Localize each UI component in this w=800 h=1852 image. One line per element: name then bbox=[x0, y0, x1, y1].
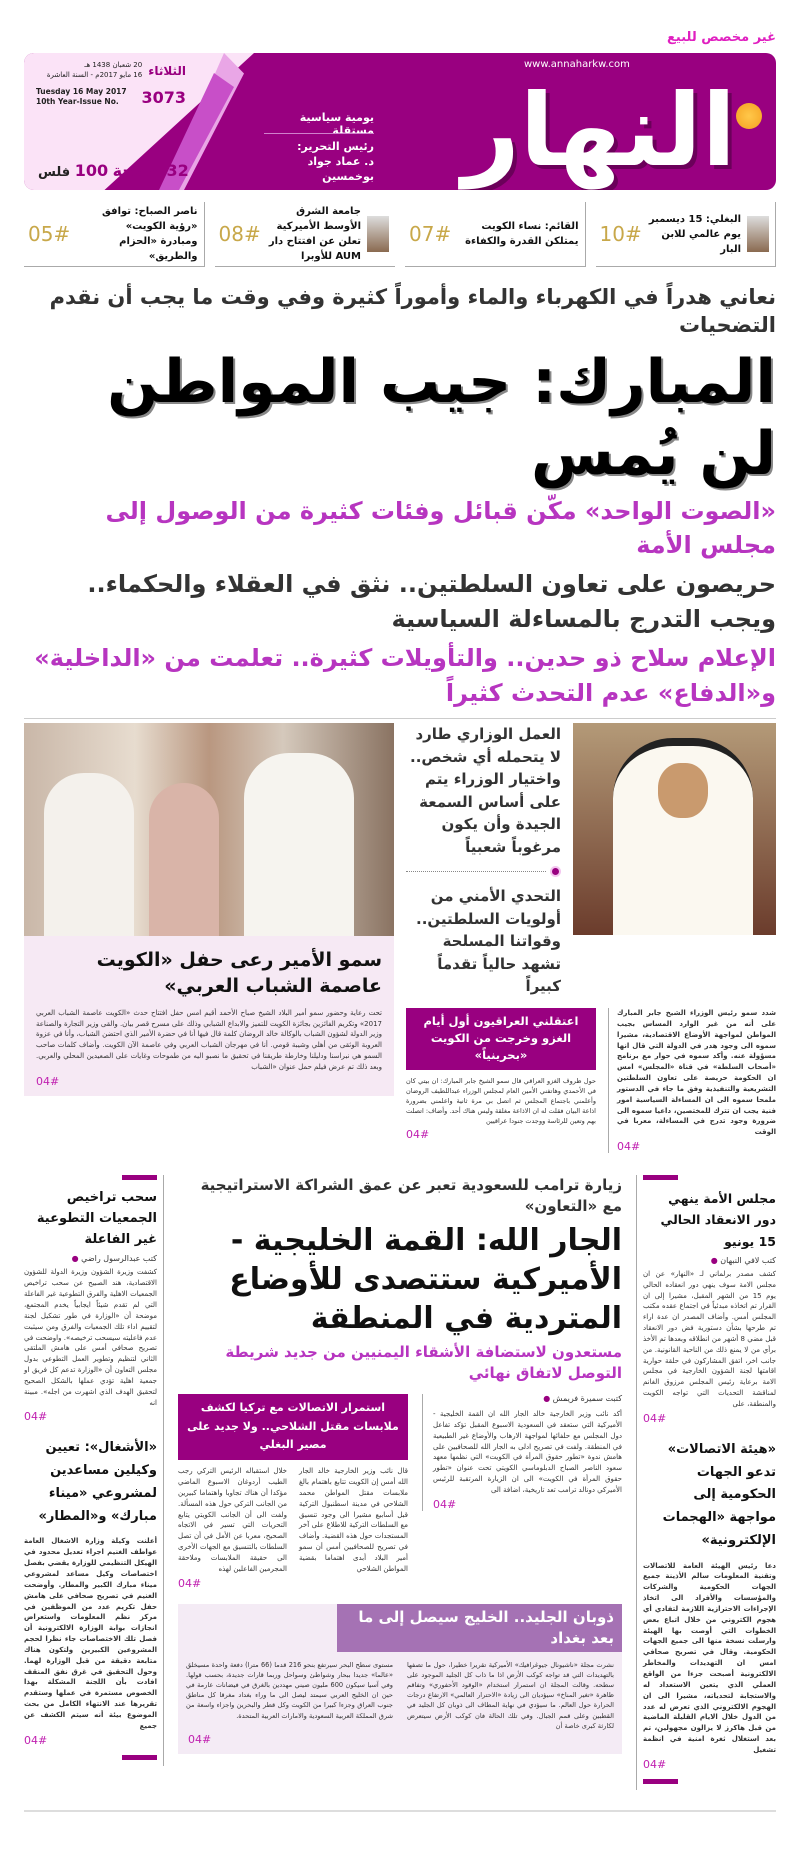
lead-bottom-row bbox=[406, 1008, 776, 1153]
left-story-title: «الأشغال»: تعيين وكيلين مساعدين لمشروعي «ميناء مبارك» و«المطار» bbox=[38, 1440, 157, 1524]
glacier-title-row bbox=[178, 1604, 622, 1652]
left-story-page-ref[interactable]: 04# bbox=[24, 1733, 48, 1747]
sun-logo-icon bbox=[736, 103, 762, 129]
lead-subhead-1: «الصوت الواحد» مكّن قبائل وفئات كثيرة من الوصول إلى مجلس الأمة bbox=[105, 496, 776, 560]
right-story-body: كشف مصدر برلماني لـ «النهار» عن ان مجلس الامة سوف ينهي دور انعقاده الحالي يوم 15 من الشهر المقبل، مشيرا إلى ان القرار تم اتخاذه مبدئياً في اجتماع عقده مكتب المجلس أمس. وأضاف المصدر ان عدة اراء تم طرحها بشأن دستورية فض دور الانعقاد قبل مضي 8 أشهر من انطلاقه وبعدها تم الأخذ برأي من لا يمنع ذلك من الناحية القانونية. من جانب اخر، اتفق المشاركون في حلقة حوارية اقامتها لجنة الشؤون الخارجية في مجلس الامة برعاية رئيس المجلس مرزوق الغانم لمناقشة التحديات التي تواجه الكويت والمنطقة، على bbox=[643, 1269, 776, 1408]
editor-name: د. عماد جواد بوخمسين bbox=[307, 154, 374, 183]
editor-in-chief bbox=[264, 133, 374, 185]
side-story[interactable] bbox=[406, 1008, 596, 1141]
teaser-title: القائم: نساء الكويت bbox=[481, 221, 579, 232]
emir-story-page-ref[interactable]: 04# bbox=[36, 1074, 60, 1088]
right-story-byline: كتب لافي النبهان ● bbox=[643, 1256, 776, 1265]
teaser-sub: ومبادرة «الحزام والطريق» bbox=[119, 236, 198, 262]
teaser-sub: يوم عالمي للابن البار bbox=[661, 228, 741, 255]
column-accent-bar bbox=[122, 1755, 157, 1760]
column-accent-bar bbox=[122, 1175, 157, 1180]
weekday: الثلاثاء bbox=[148, 63, 186, 78]
trump-subhead: مستعدون لاستضافة الأشقاء اليمنيين من جديد شريطة التوصل لاتفاق نهائي bbox=[225, 1343, 622, 1383]
lead-body: شدد سمو رئيس الوزراء الشيخ جابر المبارك على أنه من غير الوارد المساس بجيب المواطن لمواجهة الأوضاع الاقتصادية، مشيرا سموه الى وجود هدر في الدولة التي قال انها مسؤولة عنه. وأكد سموه في حوار مع برنامج «أصحاب السلطة» في قناة «المجلس» امس ان الحكومة حريصة على تعاون السلطتين التشريعية والتنفيذية وفق ما جاء في الدستور ملمحا سموه الى ان المساءلة السياسية امور فنية يجب ان تترك للمختصين، داعيا سموه الى ضرورة وجود تدرج في المساءلة، معربا في الوقت bbox=[617, 1008, 776, 1137]
right-story-title: مجلس الأمة ينهي دور الانعقاد الحالي 15 يونيو bbox=[660, 1191, 776, 1249]
page-divider bbox=[24, 1810, 776, 1812]
hijri-date: 20 شعبان 1438 هـ bbox=[84, 61, 143, 69]
middle-column bbox=[178, 1175, 622, 1754]
date-panel bbox=[36, 61, 186, 108]
section-divider bbox=[24, 718, 776, 719]
currency: فلس bbox=[38, 165, 71, 180]
glacier-page-ref[interactable]: 04# bbox=[188, 1733, 212, 1747]
lead-section bbox=[24, 723, 776, 1153]
right-story-page-ref[interactable]: 04# bbox=[643, 1411, 667, 1425]
masthead bbox=[24, 53, 776, 190]
trump-byline: كتبت سميرة فريمش ● bbox=[433, 1394, 622, 1403]
teaser-3[interactable] bbox=[24, 202, 205, 267]
issue-row bbox=[36, 87, 186, 108]
date-row bbox=[36, 61, 186, 81]
trump-body-1: أكد نائب وزير الخارجية خالد الجار الله ان القمة الخليجية - الأميركية التي ستعقد في السعودية الاسبوع المقبل تؤكد تفاعل دول المجلس مع حلفائها لمواجهة الارهاب والأوضاع غير الطبيعية في المنطقة. ولفت في تصريح ادلى به الجار الله للصحافيين على هامش ندوة «تطور حقوق المرأة في الكويت» التي نظمها معهد سعود الناصر الصباح الدبلوماسي الكويتي تحت عنوان «تطور حقوق المرأة في الكويت» الى ان الزيارة المرتقبة للرئيس الأميركي دونالد ترامب تعد تاريخية، اضافة الى bbox=[433, 1410, 622, 1494]
turkey-body-columns bbox=[178, 1466, 408, 1574]
prime-minister-photo bbox=[573, 723, 776, 935]
lead-subhead-3: الإعلام سلاح ذو حدين.. والتأويلات كثيرة.. تعلمت من «الداخلية» و«الدفاع» عدم التحدث كثيراً bbox=[34, 643, 776, 707]
teaser-2[interactable] bbox=[215, 202, 396, 267]
not-for-sale-label: غير مخصص للبيع bbox=[667, 30, 776, 45]
left-story-title: سحب تراخيص الجمعيات التطوعية غير الفاعلة bbox=[36, 1190, 157, 1247]
editor-label: رئيس التحرير: bbox=[297, 140, 374, 153]
lead-story-column bbox=[406, 723, 776, 1153]
lead-headline[interactable]: المبارك: جيب المواطن لن يُمس bbox=[107, 346, 776, 489]
teaser-title: ناصر الصباح: توافق «رؤية الكويت» bbox=[102, 206, 198, 232]
glacier-body-1: نشرت مجلة «ناشيونال جيوغرافيك» الأميركية تقريرا خطيرا، حول ما تصفها بالتهديدات التي قد تواجه كوكب الأرض اذا ما ذاب كل الجليد الموجود على سطحه. وقالت المجلة ان استمرار استخدام «الوقود الأحفوري» وتفاقم ظاهرة «تغير المناخ» سيؤديان الى زيادة «الاحترار العالمي» الارتفاع درجات الحرارة حول العالم. ما سيؤدي في نهاية المطاف الى ذوبان كل الجليد في القطبين وعلى قمم الجبال. وفي تلك الحالة فان كوكب الأرض سيتعرض لكارثة كبرى خاصة أن bbox=[407, 1660, 614, 1730]
left-column bbox=[24, 1175, 164, 1766]
second-section bbox=[24, 1175, 776, 1790]
turkey-box-title[interactable]: استمرار الاتصالات مع تركيا لكشف ملابسات مقتل الشلاحي.. ولا جديد على مصير البغلي bbox=[178, 1394, 408, 1460]
teaser-sub: تعلن عن افتتاح دار AUM للأوبرا bbox=[268, 236, 361, 262]
teaser-page: 07# bbox=[409, 222, 452, 246]
teaser-row bbox=[24, 202, 776, 267]
teaser-page: 05# bbox=[28, 222, 71, 246]
teaser-0[interactable] bbox=[596, 202, 777, 267]
right-story-body: دعا رئيس الهيئة العامة للاتصالات وتقنية المعلومات سالم الأذينة جميع الجهات الحكومية والشركات والمؤسسات والأفراد الى اتخاذ الإجراءات الاحترازية اللازمة لتفادي أي هجوم الكتروني من خلال اتباع بعض الخطوات التي أوصت بها الهيئة وارسلت نسخة منها الى جميع الجهات الحكومية. وقال في تصريح صحافي امس ان التهديدات والمخاطر الالكترونية أصبحت جزءا من الواقع العملي الذي يتعين الاستعداد له والاستجابة لتحدياته، مشيرا الى ان الهجوم الالكتروني الذي تعرض له عدد من الدول خلال الايام القليلة الماضية من قبل هاكرز لا يزالون مجهولين، تم بعد استغلال ثغرة امنية في انظمة تشغيل bbox=[643, 1561, 776, 1754]
teaser-text bbox=[267, 204, 361, 264]
glacier-body-columns bbox=[178, 1652, 622, 1732]
turkey-story[interactable] bbox=[178, 1394, 408, 1590]
emir-story-title: سمو الأمير رعى حفل «الكويت عاصمة الشباب العربي» bbox=[96, 949, 382, 998]
emir-event-photo bbox=[24, 723, 394, 936]
bullet-icon bbox=[550, 866, 561, 877]
price bbox=[38, 161, 189, 180]
newspaper-logo: النهار bbox=[462, 72, 736, 189]
teaser-photo bbox=[747, 216, 769, 252]
teaser-page: 10# bbox=[599, 222, 642, 246]
right-column bbox=[636, 1175, 776, 1790]
lead-headlines bbox=[24, 283, 776, 710]
column-accent-bar bbox=[643, 1779, 678, 1784]
front-page bbox=[24, 0, 776, 1852]
date-block bbox=[36, 61, 142, 81]
trump-story-row bbox=[178, 1394, 622, 1590]
left-story-body: كشفت وزيرة الشؤون وزيرة الدولة للشؤون الاقتصادية، هند الصبيح عن سحب تراخيص الجمعيات الاهلية والفرق التطوعية غير الفاعلة التي لم تقدم شيئاً ايجابياً يخدم المجتمع، موضحة أن «الوزارة في طور تشكيل لجنة لتقييم اداء تلك الجمعيات والفرق ومن سيثبت عدم فاعليته سيسحب ترخيصه». واوضحت في تصريح صحافي أمس على هامش الملتقى الثاني لتنظيم وتطوير العمل التطوعي بدول مجلس التعاون أن «الوزارة تدعم كل فريق او جمعية اهلية تؤدي عملها بالشكل الصحيح لتحقيق الهدف الذي اشهرت من اجله». مبينة انه bbox=[24, 1268, 157, 1407]
gregorian-date: 16 مايو 2017م - السنة العاشرة bbox=[46, 70, 143, 79]
right-story-page-ref[interactable]: 04# bbox=[643, 1757, 667, 1771]
lead-subhead-2: حريصون على تعاون السلطتين.. نثق في العقلاء والحكماء.. ويجب التدرج بالمساءلة السياسية bbox=[87, 570, 776, 634]
pull-quotes bbox=[406, 723, 561, 998]
tagline: يومية سياسية مستقلة bbox=[299, 111, 374, 137]
emir-story[interactable] bbox=[24, 936, 394, 1095]
right-story-title: «هيئة الاتصالات» تدعو الجهات الحكومية إلى مواجهة «الهجمات الإلكترونية» bbox=[662, 1441, 776, 1548]
trump-page-ref-1[interactable]: 04# bbox=[433, 1497, 457, 1511]
pull-quote-1: العمل الوزاري طارد لا يتحمله أي شخص.. واختيار الوزراء يتم على أساس السمعة الجيدة وأن يكون مرغوباً شعبياً bbox=[410, 725, 561, 856]
english-date-text: Tuesday 16 May 2017 bbox=[36, 86, 127, 96]
lead-page-ref[interactable]: 04# bbox=[617, 1140, 641, 1154]
teaser-text bbox=[648, 212, 741, 257]
teaser-text bbox=[457, 219, 578, 249]
lead-kicker: نعاني هدراً في الكهرباء والماء وأموراً كثيرة وفي وقت ما يجب أن نقدم التضحيات bbox=[49, 285, 776, 338]
glacier-body-2: مستوى سطح البحر سيرتفع بنحو 216 قدما (66 مترا) دفعة واحدة مسيخلق «عالما» جديدا ببحار وشواطئ وسواحل وربما قارات جديدة، بحسب قولها. وفي آسيا سيكون 600 مليون صيني مهددين بالغرق في فيضانات عارمة في حين ان الخليج العربي سيمتد ليصل الى ما وراء بغداد مغرقا كل مناطق جنوب العراق وجزءا كبيرا من الكويت وكل قطر والبحرين واجزاء واسعة من شرق المملكة العربية السعودية والامارات العربية المتحدة. bbox=[186, 1660, 394, 1720]
trump-kicker: زيارة ترامب للسعودية تعبر عن عمق الشراكة الاستراتيجية مع «التعاون» bbox=[200, 1176, 622, 1216]
trump-main-story bbox=[422, 1394, 622, 1511]
left-story-body: أعلنت وكيلة وزارة الاشغال العامة عواطف الغنيم اجراء تعديل محدود في الهيكل التنظيمي للوزارة يقضي بفصل اختصاصات وكيل مساعد لمشروعي ميناء مبارك الكبير والمطار. وأوضحت الغنيم في تصريح صحافي على هامش حفل تكريم عدد من الموظفين في مركز نظم المعلومات واستعراض انجازات بوابة الوزارة الالكترونية أن فصل تلك الاختصاصات جاء نظرا لحجم المشروعين الكبيرين ولتكون هناك متابعة دقيقة من قبل الوزارة لهما. وحول التحقيق في غرق نفق المنقف افادت بأن اللجنة المشكلة بهذا الخصوص مستمرة في عملها وستقدم تقريرها عند الانتهاء الكامل من بحث الموضوع بيئة أنه سيتم الكشف عن جميع bbox=[24, 1537, 157, 1730]
column-accent-bar bbox=[643, 1175, 678, 1180]
trump-page-ref-2[interactable]: 04# bbox=[178, 1576, 202, 1590]
trump-body-3: خلال استقباله الرئيس التركي رجب الطيب أردوغان الاسبوع الماضي مؤكدا أن هناك تجاوبا واهتماما كبيرين من الجانب التركي حول هذه المسألة. ولفت الى أن الجانب الكويتي يتابع التحريات التي تسير في الاتجاه الصحيح، معربا عن الأمل في أن تصل السلطات بالتنسيق مع الجهات الأخرى الى حقيقة الملابسات وملاحقة المجرمين الفاعلين لهذه bbox=[178, 1467, 287, 1573]
issue-number: 3073 bbox=[141, 87, 186, 107]
teaser-photo bbox=[367, 216, 389, 252]
page-count: 32 صفحة bbox=[112, 161, 189, 180]
right-story-1[interactable] bbox=[643, 1439, 776, 1771]
pull-quote-2: التحدي الأمني من أولويات السلطتين.. وقواتنا المسلحة تشهد حالياً تقدماً كبيراً bbox=[416, 887, 561, 996]
quote-separator bbox=[406, 866, 561, 877]
side-story-body: حول ظروف الغزو العراقي قال سمو الشيخ جابر المبارك: ان بيتي كان في الأحمدي وهاتفني الأمين العام لمجلس الوزراء عبداللطيف الروضان وأعلمني باجتماع المجلس ثم اتصل بي مرة ثانية واعلمني بضرورة اذاعة البيان فقلت له ان الاذاعة مغلقة وليس هناك أحد. وأضاف: اتصلت بهم وتعين للرئاسة ووجدت جنودا عراقيين bbox=[406, 1076, 596, 1125]
teaser-sub: يمتلكن القدرة والكفاءة bbox=[465, 236, 579, 247]
teaser-title: البغلي: 15 ديسمبر bbox=[648, 213, 741, 225]
trump-headline[interactable]: الجار الله: القمة الخليجية - الأميركية ستتصدى للأوضاع المتردية في المنطقة bbox=[229, 1223, 622, 1337]
lead-quotes-row bbox=[406, 723, 776, 998]
side-story-page-ref[interactable]: 04# bbox=[406, 1128, 430, 1142]
emir-column bbox=[24, 723, 394, 1095]
side-story-title[interactable]: اعتقلني العراقيون أول أيام الغزو وخرجت من الكويت «بحرينياً» bbox=[406, 1008, 596, 1070]
teaser-page: 08# bbox=[218, 222, 261, 246]
emir-story-body: تحت رعاية وحضور سمو أمير البلاد الشيخ صباح الأحمد أقيم امس حفل افتتاح حدث «الكويت عاصمة الشباب العربي 2017» وتكريم الفائزين بجائزة الكويت للتميز والابداع الشبابي وذلك على مسرح قصر بيان. والقى وزير التجارة والصناعة وزير الدولة لشؤون الشباب بالوكالة خالد الروضان كلمة قال فيها أنا في حضرة الأمير الذي احتضن الشباب، وأنا في عزوة العروبة الوثقى من أهلي وشيبة قومي. أنا في مهرجان الشباب العربي وفي عاصمة الآن الكويت. وأضاف كلمات صاحب السمو هي نبراسنا ودليلنا وخارطة طريقنا في تحقيق ما نصبو اليه من طموحات وغايات على الصعيدين المحلي والعربي. وبعد ذلك تم عرض فيلم حمل عنوان «الشباب bbox=[36, 1008, 382, 1071]
english-date bbox=[36, 87, 127, 108]
left-story-1[interactable] bbox=[24, 1437, 157, 1746]
website-url[interactable]: www.annaharkw.com bbox=[524, 59, 630, 70]
left-story-0[interactable] bbox=[24, 1188, 157, 1423]
teaser-text bbox=[76, 204, 197, 264]
lead-story bbox=[608, 1008, 776, 1153]
glacier-story[interactable] bbox=[178, 1604, 622, 1755]
english-issue-label: 10th Year-Issue No. bbox=[36, 97, 119, 107]
trump-body-2: قال نائب وزير الخارجية خالد الجار الله أمس إن الكويت تتابع باهتمام بالغ ملابسات مقتل المواطن محمد الشلاحي في مدينة اسطنبول التركية قبل أسابيع مشيرا الى وجود تنسيق مع السلطات التركية للاطلاع على آخر المستجدات حول هذه القضية. وأضاف في تصريح للصحافيين أمس أن سمو أمير البلاد أبدى اهتماما بقضية المواطن الشلاحي bbox=[299, 1467, 408, 1573]
glacier-title: ذوبان الجليد.. الخليج سيصل إلى ما بعد بغداد bbox=[337, 1604, 622, 1652]
left-story-page-ref[interactable]: 04# bbox=[24, 1410, 48, 1424]
right-story-0[interactable] bbox=[643, 1188, 776, 1425]
left-story-byline: كتب عبدالرسول راضي ● bbox=[24, 1254, 157, 1263]
teaser-1[interactable] bbox=[405, 202, 586, 267]
teaser-title: جامعة الشرق الأوسط الأميركية bbox=[276, 206, 361, 232]
price-value: 100 bbox=[74, 161, 109, 180]
